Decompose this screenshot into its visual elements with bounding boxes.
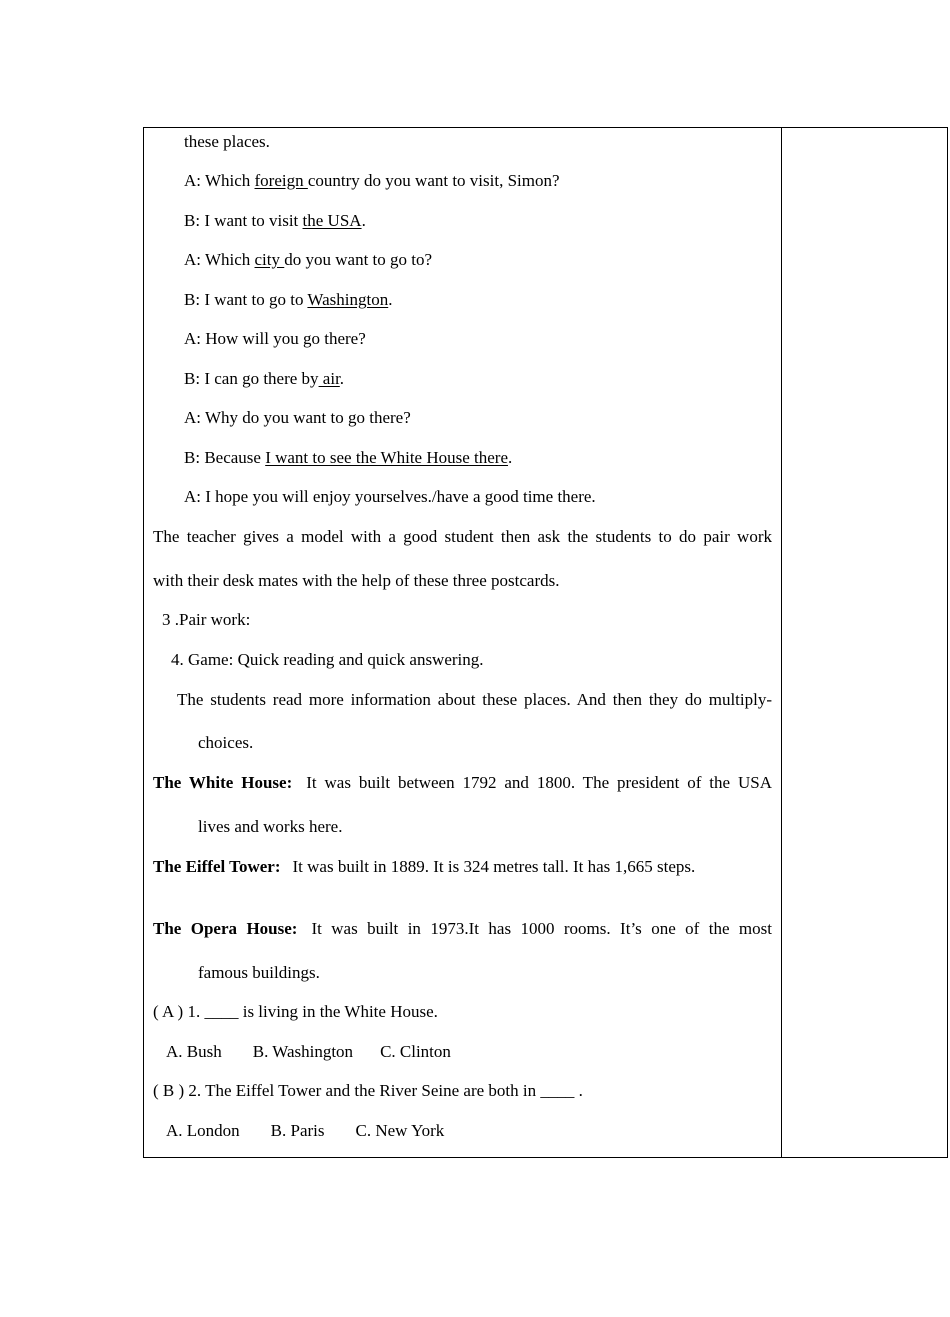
step-game: 4. Game: Quick reading and quick answering. (171, 650, 484, 669)
place-eiffel-tower (153, 857, 695, 877)
model-instruction-line1: The teacher gives a model with a good student then ask the students to do pair work (153, 527, 772, 546)
dialogue-speaker: A: (184, 250, 201, 269)
place-name: The Opera House: (153, 919, 298, 938)
table-column-divider (781, 127, 782, 1158)
dialogue-text: I hope you will enjoy yourselves./have a good time there. (201, 487, 596, 506)
dialogue-line (184, 448, 512, 468)
dialogue-text-end: do you want to go to? (284, 250, 433, 269)
dialogue-text: I want to go to (200, 290, 308, 309)
dialogue-text-end: . (339, 369, 345, 388)
option: A. London (166, 1121, 240, 1140)
dialogue-blank-answer: I want to see the White House there (265, 448, 509, 467)
step-pair-work: 3 .Pair work: (162, 610, 251, 629)
question-2: ( B ) 2. The Eiffel Tower and the River Seine are both in ____ . (153, 1081, 583, 1100)
dialogue-text: I want to visit (200, 211, 303, 230)
question-1-options (166, 1042, 451, 1062)
intro-tail: these places. (184, 132, 270, 151)
dialogue-speaker: B: (184, 369, 201, 388)
game-description-line1: The students read more information about these places. And then they do multiply- (177, 690, 772, 709)
option: A. Bush (166, 1042, 222, 1061)
dialogue-speaker: B: (184, 211, 201, 230)
dialogue-speaker: A: (184, 329, 201, 348)
dialogue-text-end: . (508, 448, 513, 467)
place-white-house (153, 773, 772, 793)
dialogue-text-end: . (361, 211, 366, 230)
dialogue-text: Which (201, 171, 255, 190)
question-2-options (166, 1121, 444, 1141)
place-white-house-cont: lives and works here. (198, 817, 343, 836)
dialogue-speaker: B: (184, 448, 201, 467)
place-name: The Eiffel Tower: (153, 857, 281, 876)
place-opera-house-cont: famous buildings. (198, 963, 320, 982)
model-instruction-line2: with their desk mates with the help of these three postcards. (153, 571, 560, 590)
dialogue-blank-answer: the USA (302, 211, 362, 230)
game-description-line2: choices. (198, 733, 254, 752)
place-name: The White House: (153, 773, 293, 792)
dialogue-line (184, 290, 392, 310)
question-1: ( A ) 1. ____ is living in the White House. (153, 1002, 438, 1021)
option: B. Washington (252, 1042, 354, 1061)
dialogue-text: Because (200, 448, 266, 467)
dialogue-speaker: A: (184, 487, 201, 506)
option: C. Clinton (380, 1042, 451, 1061)
dialogue-line (184, 487, 596, 507)
option: C. New York (355, 1121, 445, 1140)
dialogue-line (184, 369, 344, 389)
option: B. Paris (270, 1121, 325, 1140)
dialogue-text: How will you go there? (201, 329, 366, 348)
dialogue-blank-answer: Washington (307, 290, 389, 309)
dialogue-text: I can go there by (200, 369, 319, 388)
dialogue-blank-answer: foreign (254, 171, 308, 190)
place-text: It was built in 1973.It has 1000 rooms. It’s one of the most (311, 919, 772, 938)
dialogue-line (184, 211, 366, 231)
dialogue-blank-answer: air (318, 369, 340, 388)
dialogue-line (184, 250, 432, 270)
dialogue-text-end: . (388, 290, 393, 309)
dialogue-speaker: A: (184, 408, 201, 427)
dialogue-line (184, 408, 411, 428)
dialogue-line (184, 329, 366, 349)
place-text: It was built in 1889. It is 324 metres tall. It has 1,665 steps. (292, 857, 696, 876)
place-opera-house (153, 919, 772, 939)
dialogue-speaker: A: (184, 171, 201, 190)
dialogue-text: Why do you want to go there? (201, 408, 411, 427)
dialogue-line (184, 171, 560, 191)
dialogue-text-end: country do you want to visit, Simon? (307, 171, 560, 190)
dialogue-text: Which (201, 250, 255, 269)
place-text: It was built between 1792 and 1800. The president of the USA (306, 773, 772, 792)
dialogue-blank-answer: city (254, 250, 285, 269)
dialogue-speaker: B: (184, 290, 201, 309)
